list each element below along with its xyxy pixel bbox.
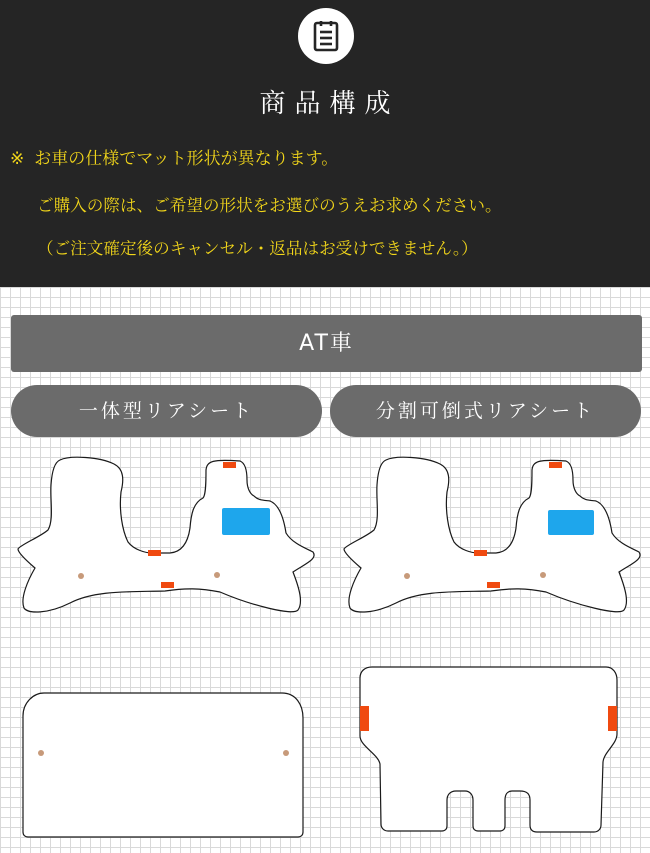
grommet	[214, 572, 220, 578]
notice-mark: ※	[10, 149, 25, 169]
split-folding-rear-seat-option[interactable]: 分割可倒式リアシート	[330, 385, 641, 437]
page-title: 商品構成	[259, 89, 400, 119]
clip-marker	[549, 462, 562, 468]
clip-marker	[360, 706, 369, 731]
grommet	[283, 750, 289, 756]
grommet	[78, 573, 84, 579]
clip-marker	[148, 550, 161, 556]
notice-line-3: （ご注文確定後のキャンセル・返品はお受けできません。）	[37, 239, 478, 258]
rear-mat-split	[360, 667, 617, 832]
clip-marker	[487, 582, 500, 588]
clip-marker	[161, 582, 174, 588]
front-mat-left	[18, 457, 314, 612]
rear-mat-integrated	[23, 693, 303, 837]
grommet	[540, 572, 546, 578]
notice-line-2: ご購入の際は、ご希望の形状をお選びのうえお求めください。	[37, 196, 502, 215]
integrated-rear-seat-option[interactable]: 一体型リアシート	[11, 385, 322, 437]
front-mat-right	[344, 457, 640, 612]
notice-text-1: お車の仕様でマット形状が異なります。	[34, 149, 339, 169]
clip-marker	[223, 462, 236, 468]
at-car-label: AT車	[11, 315, 642, 372]
grommet	[38, 750, 44, 756]
clip-marker	[608, 706, 617, 731]
grommet	[404, 573, 410, 579]
clip-marker	[474, 550, 487, 556]
heel-pad-icon	[548, 510, 594, 535]
heel-pad-icon	[222, 508, 270, 535]
